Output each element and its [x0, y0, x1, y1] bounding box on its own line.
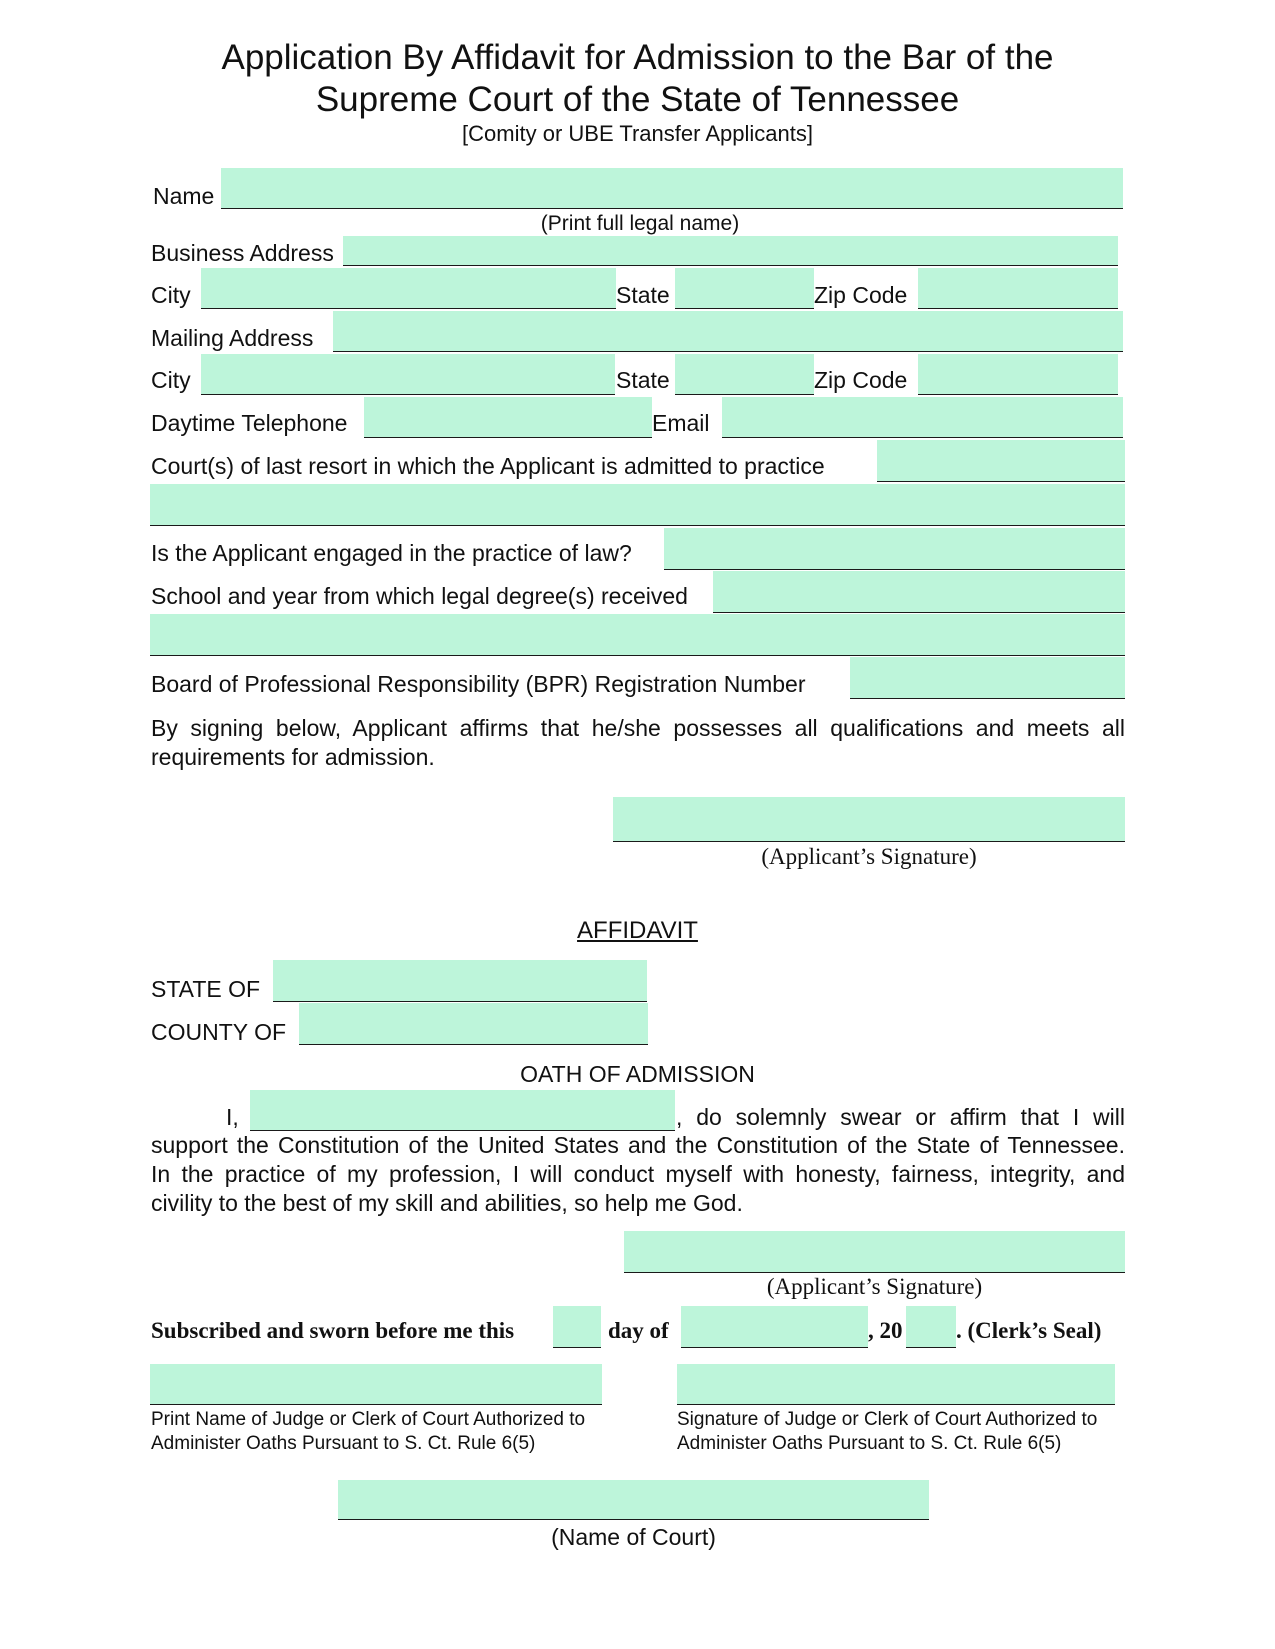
page-title-line2: Supreme Court of the State of Tennessee — [315, 80, 960, 119]
mailing-state-label: State — [616, 367, 670, 393]
affirmation-line2: requirements for admission. — [151, 744, 435, 770]
full-name-field[interactable] — [221, 168, 1123, 209]
mailing-city-field[interactable] — [201, 354, 615, 395]
clerks-seal-text: . (Clerk’s Seal) — [956, 1318, 1102, 1343]
bpr-number-field[interactable] — [850, 657, 1125, 699]
sworn-year-field[interactable] — [906, 1306, 956, 1348]
oath-applicant-signature-field[interactable] — [624, 1231, 1125, 1273]
print-name-caption-line1: Print Name of Judge or Clerk of Court Authorized to — [151, 1409, 586, 1430]
daytime-telephone-field[interactable] — [364, 397, 652, 438]
oath-heading: OATH OF ADMISSION — [520, 1061, 755, 1087]
page-subtitle: [Comity or UBE Transfer Applicants] — [462, 121, 813, 146]
sworn-day-of: day of — [608, 1318, 669, 1343]
state-of-label: STATE OF — [151, 976, 261, 1002]
county-of-label: COUNTY OF — [151, 1019, 287, 1045]
courts-field[interactable] — [877, 440, 1125, 482]
sworn-year-prefix: , 20 — [868, 1318, 903, 1343]
school-year-field[interactable] — [713, 571, 1125, 613]
business-state-field[interactable] — [675, 268, 814, 309]
school-year-continued-field[interactable] — [150, 614, 1125, 656]
oath-signature-caption: (Applicant’s Signature) — [766, 1274, 983, 1299]
affidavit-heading: AFFIDAVIT — [577, 917, 698, 944]
oath-line4: civility to the best of my skill and abilities, so help me God. — [151, 1190, 743, 1216]
business-zip-field[interactable] — [918, 268, 1118, 309]
mailing-zip-label: Zip Code — [814, 367, 908, 393]
signature-judge-caption-line2: Administer Oaths Pursuant to S. Ct. Rule 6(5) — [677, 1433, 1062, 1454]
business-address-field[interactable] — [343, 236, 1118, 266]
name-hint: (Print full legal name) — [540, 212, 740, 235]
business-state-label: State — [616, 282, 670, 308]
page-title-line1: Application By Affidavit for Admission to the Bar of the — [221, 38, 1054, 77]
name-label: Name — [153, 183, 215, 209]
school-label: School and year from which legal degree(s) received — [151, 583, 688, 609]
signature-judge-caption-line1: Signature of Judge or Clerk of Court Authorized to — [677, 1409, 1098, 1430]
applicant-signature-field[interactable] — [613, 797, 1125, 842]
court-name-caption: (Name of Court) — [551, 1524, 716, 1550]
judge-print-name-field[interactable] — [150, 1364, 602, 1405]
state-of-field[interactable] — [273, 960, 647, 1002]
mailing-city-label: City — [151, 367, 191, 393]
oath-applicant-name-field[interactable] — [250, 1090, 675, 1131]
county-of-field[interactable] — [299, 1003, 648, 1045]
bpr-label: Board of Professional Responsibility (BPR) Registration Number — [151, 671, 806, 697]
email-field[interactable] — [722, 397, 1123, 438]
applicant-signature-caption: (Applicant’s Signature) — [761, 844, 977, 869]
telephone-label: Daytime Telephone — [151, 410, 348, 436]
sworn-day-field[interactable] — [553, 1306, 601, 1348]
judge-signature-field[interactable] — [677, 1364, 1115, 1405]
oath-i: I, — [226, 1104, 239, 1130]
affirmation-line1: By signing below, Applicant affirms that he/she possesses all qualifications and meets all — [151, 715, 1125, 741]
practicing-law-field[interactable] — [664, 528, 1125, 570]
practicing-law-label: Is the Applicant engaged in the practice of law? — [151, 540, 632, 566]
court-name-field[interactable] — [338, 1480, 929, 1520]
business-address-label: Business Address — [151, 240, 334, 266]
courts-label: Court(s) of last resort in which the Applicant is admitted to practice — [151, 453, 825, 479]
sworn-prefix: Subscribed and sworn before me this — [151, 1318, 515, 1343]
mailing-address-field[interactable] — [333, 311, 1123, 352]
business-city-label: City — [151, 282, 191, 308]
mailing-address-label: Mailing Address — [151, 325, 314, 351]
business-city-field[interactable] — [201, 268, 616, 309]
business-zip-label: Zip Code — [814, 282, 908, 308]
print-name-caption-line2: Administer Oaths Pursuant to S. Ct. Rule 6(5) — [151, 1433, 536, 1454]
oath-line1-rest: , do solemnly swear or affirm that I will — [676, 1104, 1125, 1130]
oath-line2: support the Constitution of the United States and the Constitution of the State of Tennessee. — [151, 1132, 1125, 1158]
mailing-state-field[interactable] — [675, 354, 814, 395]
courts-continued-field[interactable] — [150, 484, 1125, 526]
oath-line3: In the practice of my profession, I will conduct myself with honesty, fairness, integrity, and — [151, 1161, 1125, 1187]
email-label: Email — [652, 410, 710, 436]
sworn-month-field[interactable] — [681, 1306, 868, 1348]
mailing-zip-field[interactable] — [918, 354, 1118, 395]
